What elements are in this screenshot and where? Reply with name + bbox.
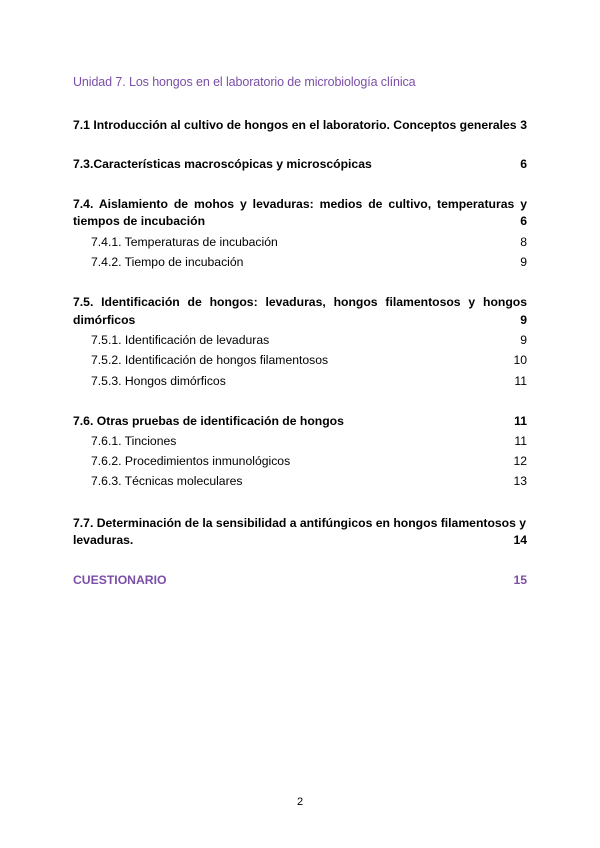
toc-entry-page: 11 xyxy=(514,414,527,428)
toc-entry-7-5-line1[interactable]: 7.5. Identificación de hongos: levaduras, hongos filamentosos y hongos xyxy=(73,295,527,309)
toc-entry-label: 7.6.1. Tinciones xyxy=(91,434,177,448)
toc-entry-label: levaduras. xyxy=(73,533,134,547)
unit-title: Unidad 7. Los hongos en el laboratorio de microbiología clínica xyxy=(73,75,416,89)
toc-entry-7-7[interactable] xyxy=(73,531,527,549)
toc-entry-page: 6 xyxy=(520,157,527,171)
toc-entry-page: 9 xyxy=(520,255,527,269)
toc-entry-7-4-1[interactable] xyxy=(91,233,527,251)
toc-entry-7-6-1[interactable] xyxy=(91,432,527,450)
toc-entry-7-4[interactable] xyxy=(73,212,527,230)
toc-entry-7-5-1[interactable] xyxy=(91,331,527,349)
toc-entry-7-7-line1[interactable]: 7.7. Determinación de la sensibilidad a antifúngicos en hongos filamentosos y xyxy=(73,516,527,530)
toc-entry-page: 9 xyxy=(520,333,527,347)
toc-entry-label: 7.4.2. Tiempo de incubación xyxy=(91,255,244,269)
toc-entry-page: 9 xyxy=(520,313,527,327)
toc-entry-label: CUESTIONARIO xyxy=(73,573,167,587)
toc-entry-7-6-2[interactable] xyxy=(91,452,527,470)
toc-entry-7-5[interactable] xyxy=(73,311,527,329)
toc-entry-7-4-line1[interactable]: 7.4. Aislamiento de mohos y levaduras: medios de cultivo, temperaturas y xyxy=(73,197,527,211)
toc-entry-label: 7.6.3. Técnicas moleculares xyxy=(91,474,243,488)
toc-entry-7-4-2[interactable] xyxy=(91,253,527,271)
toc-entry-label: 7.4.1. Temperaturas de incubación xyxy=(91,235,278,249)
toc-entry-7-6[interactable] xyxy=(73,412,527,430)
page-number: 2 xyxy=(296,796,304,808)
toc-entry-label: 7.1 Introducción al cultivo de hongos en el laboratorio. Conceptos generales xyxy=(73,118,517,132)
toc-entry-page: 6 xyxy=(520,214,527,228)
toc-entry-7-5-3[interactable] xyxy=(91,372,527,390)
toc-entry-label: dimórficos xyxy=(73,313,136,327)
toc-entry-page: 15 xyxy=(513,573,527,587)
toc-entry-page: 12 xyxy=(513,454,527,468)
toc-entry-page: 3 xyxy=(520,118,527,132)
toc-entry-page: 11 xyxy=(514,374,527,388)
toc-entry-7-1[interactable] xyxy=(73,116,527,134)
toc-entry-label: 7.6.2. Procedimientos inmunológicos xyxy=(91,454,291,468)
toc-entry-7-5-2[interactable] xyxy=(91,351,527,369)
toc-entry-label: 7.6. Otras pruebas de identificación de hongos xyxy=(73,414,344,428)
toc-entry-page: 11 xyxy=(514,434,527,448)
toc-entry-page: 10 xyxy=(513,353,527,367)
toc-entry-page: 14 xyxy=(513,533,527,547)
toc-entry-cuestionario[interactable] xyxy=(73,571,527,589)
toc-entry-page: 13 xyxy=(513,474,527,488)
toc-entry-page: 8 xyxy=(520,235,527,249)
toc-entry-7-6-3[interactable] xyxy=(91,472,527,490)
toc-entry-7-3[interactable] xyxy=(73,155,527,173)
toc-entry-label: 7.3.Características macroscópicas y microscópicas xyxy=(73,157,372,171)
toc-entry-label: tiempos de incubación xyxy=(73,214,206,228)
toc-entry-label: 7.5.1. Identificación de levaduras xyxy=(91,333,270,347)
toc-entry-label: 7.5.3. Hongos dimórficos xyxy=(91,374,226,388)
toc-entry-label: 7.5.2. Identificación de hongos filamentosos xyxy=(91,353,329,367)
